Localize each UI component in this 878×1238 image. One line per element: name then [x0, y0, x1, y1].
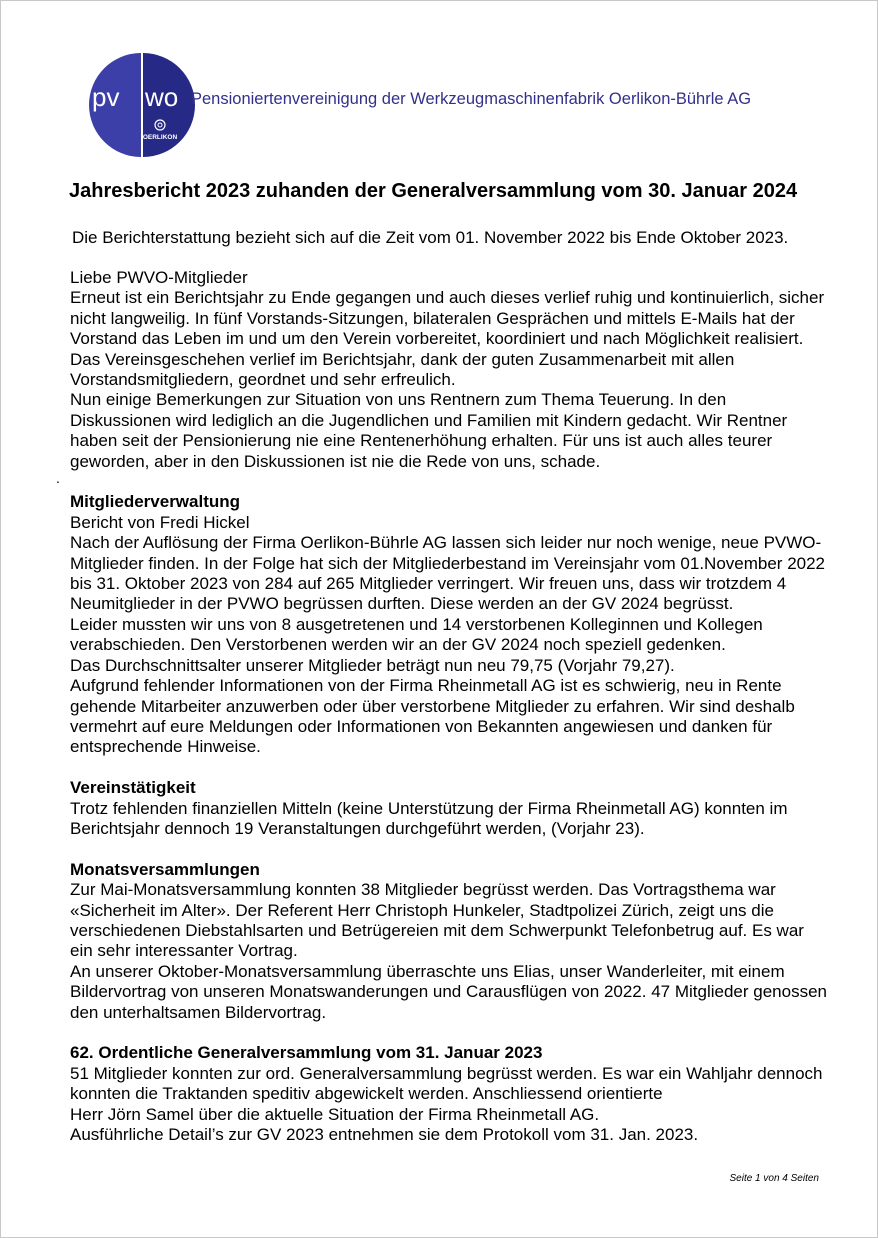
section-heading: 62. Ordentliche Generalversammlung vom 31. Januar 2023 — [70, 1043, 543, 1063]
monthly-meetings-section — [70, 860, 830, 1023]
greeting: Liebe PWVO-Mitglieder — [70, 268, 248, 287]
report-title: Jahresbericht 2023 zuhanden der Generalversammlung vom 30. Januar 2024 — [69, 180, 798, 202]
section-heading: Vereinstätigkeit — [70, 778, 196, 798]
logo-right-text: wo — [145, 82, 179, 112]
section-paragraph: Trotz fehlenden finanziellen Mitteln (keine Unterstützung der Firma Rheinmetall AG) konnten im Berichtsjahr dennoch 19 Veranstaltungen durchgeführt werden, (Vorjahr 23). — [70, 798, 788, 838]
reporting-period: Die Berichterstattung bezieht sich auf die Zeit vom 01. November 2022 bis Ende Oktober 2023. — [72, 228, 789, 247]
stray-mark: . — [56, 470, 60, 486]
organization-name: Pensioniertenvereinigung der Werkzeugmaschinenfabrik Oerlikon-Bührle AG — [191, 90, 752, 108]
general-assembly-section — [70, 1043, 830, 1145]
section-paragraph: Herr Jörn Samel über die aktuelle Situation der Firma Rheinmetall AG. — [70, 1104, 600, 1124]
section-paragraph: Nach der Auflösung der Firma Oerlikon-Bührle AG lassen sich leider nur noch wenige, neue PVWO-Mitglieder finden. In der Folge hat sich der Mitgliederbestand im Vereinsjahr vom 01.November 2022 bis 31. Oktober 2023 von 284 auf 265 Mitglieder verringert. Wir freuen uns, dass wir trotzdem 4 Neumitglieder in der PVWO begrüssen durften. Diese werden an der GV 2024 begrüsst. — [70, 533, 826, 614]
pvwo-logo — [89, 53, 195, 157]
section-paragraph: Aufgrund fehlender Informationen von der Firma Rheinmetall AG ist es schwierig, neu in Rente gehende Mitarbeiter anzuwerben oder über verstorbene Mitglieder zu erfahren. Wir sind deshalb vermehrt auf eure Meldungen oder Informationen von Bekannten angewiesen und danken für entsprechende Hinweise. — [70, 676, 795, 757]
page-number: Seite 1 von 4 Seiten — [729, 1173, 819, 1184]
section-heading: Monatsversammlungen — [70, 859, 260, 879]
intro-paragraph: Nun einige Bemerkungen zur Situation von uns Rentnern zum Thema Teuerung. In den Diskussionen wird lediglich an die Jugendlichen und Familien mit Kindern gedacht. Wir Rentner haben seit der Pensionierung nie eine Rentenerhöhung erhalten. Für uns ist auch alles teurer geworden, aber in den Diskussionen ist nie die Rede von uns, schade. — [70, 390, 788, 471]
section-paragraph: An unserer Oktober-Monatsversammlung überraschte uns Elias, unser Wanderleiter, mit einem Bildervortrag von unseren Monatswanderungen und Carausflügen von 2022. 47 Mitglieder genossen den unterhaltsamen Bildervortrag. — [70, 961, 827, 1022]
intro-section — [70, 268, 830, 472]
members-section — [70, 492, 830, 757]
section-paragraph: Leider mussten wir uns von 8 ausgetretenen und 14 verstorbenen Kolleginnen und Kollegen verabschieden. Den Verstorbenen werden wir an der GV 2024 noch speziell gedenken. — [70, 614, 763, 655]
section-paragraph: Zur Mai-Monatsversammlung konnten 38 Mitglieder begrüsst werden. Das Vortragsthema war «Sicherheit im Alter». Der Referent Herr Christoph Hunkeler, Stadtpolizei Zürich, zeigt uns die verschiedenen Diebstahlsarten und Betrügereien mit dem Schwerpunkt Telefonbetrug auf. Es war ein sehr interessanter Vortrag. — [70, 880, 804, 961]
section-paragraph: Ausführliche Detail’s zur GV 2023 entnehmen sie dem Protokoll vom 31. Jan. 2023. — [70, 1125, 699, 1144]
report-body — [70, 268, 830, 1145]
section-paragraph: Bericht von Fredi Hickel — [70, 512, 250, 532]
intro-paragraph: Erneut ist ein Berichtsjahr zu Ende gegangen und auch dieses verlief ruhig und kontinuierlich, sicher nicht langweilig. In fünf Vorstands-Sitzungen, bilateralen Gesprächen und mittels E-Mails hat der Vorstand das Leben im und um den Verein vorbereitet, koordiniert und nach Möglichkeit realisiert. Das Vereinsgeschehen verlief im Berichtsjahr, dank der guten Zusammenarbeit mit allen Vorstandsmitgliedern, geordnet und sehr erfreulich. — [70, 288, 825, 390]
logo-badge-text: OERLIKON — [142, 134, 178, 141]
activities-section — [70, 778, 830, 839]
section-paragraph: Das Durchschnittsalter unserer Mitglieder beträgt nun neu 79,75 (Vorjahr 79,27). — [70, 655, 675, 675]
section-heading: Mitgliederverwaltung — [70, 492, 241, 512]
logo-left-text: pv — [92, 82, 120, 112]
section-paragraph: 51 Mitglieder konnten zur ord. Generalversammlung begrüsst werden. Es war ein Wahljahr dennoch konnten die Traktanden speditiv abgewickelt werden. Anschliessend orientierte — [70, 1063, 823, 1104]
